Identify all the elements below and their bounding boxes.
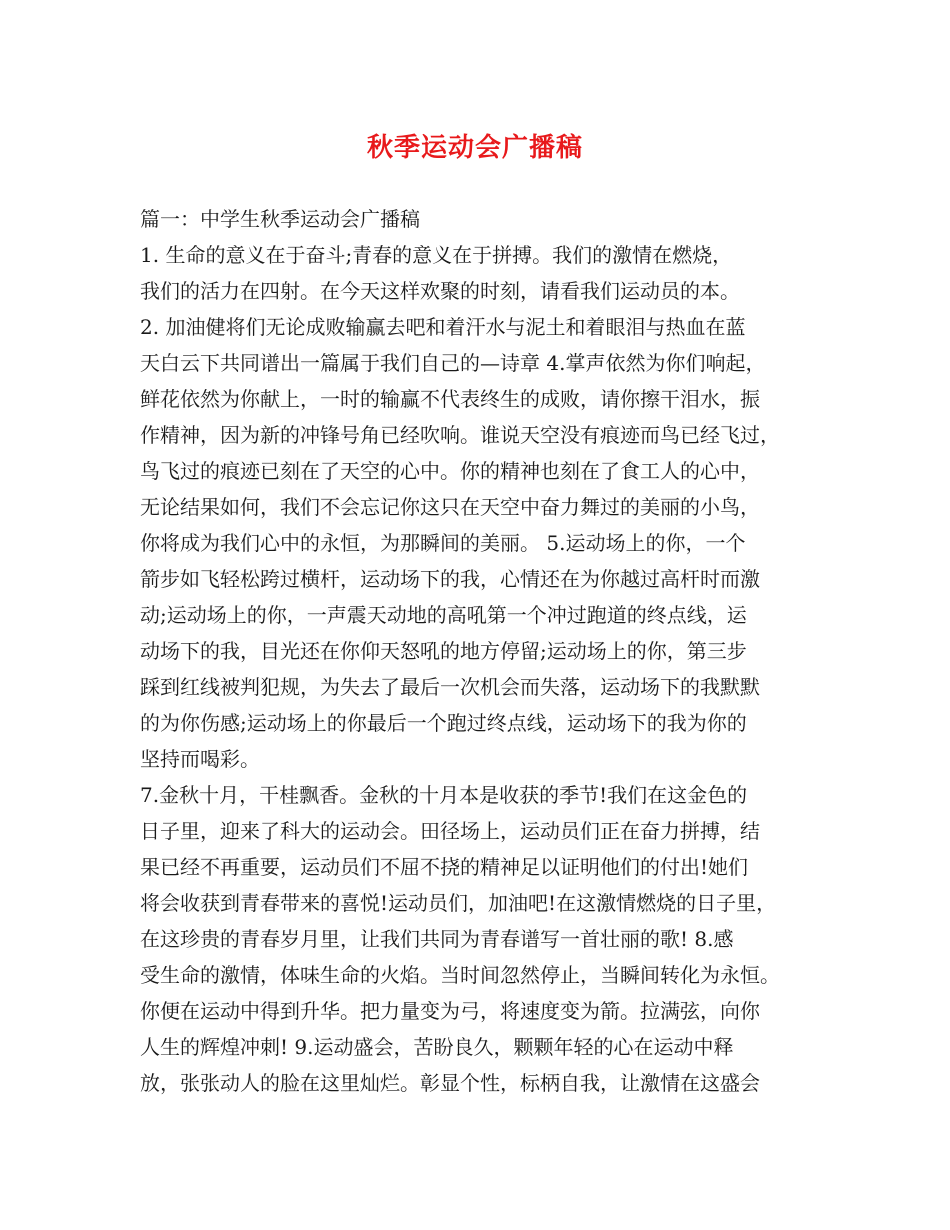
body-line: 7.金秋十月，干桂飘香。金秋的十月本是收获的季节!我们在这金色的	[140, 783, 748, 807]
body-line: 在这珍贵的青春岁月里，让我们共同为青春谱写一首壮丽的歌! 8.感	[140, 927, 734, 951]
body-line: 放，张张动人的脸在这里灿烂。彰显个性，标柄自我，让激情在这盛会	[140, 1071, 760, 1095]
body-line: 你便在运动中得到升华。把力量变为弓，将速度变为箭。拉满弦，向你	[140, 999, 760, 1023]
body-line: 你将成为我们心中的永恒，为那瞬间的美丽。 5.运动场上的你，一个	[140, 531, 746, 555]
body-line: 的为你伤感;运动场上的你最后一个跑过终点线，运动场下的我为你的	[140, 711, 747, 735]
body-line: 1. 生命的意义在于奋斗;青春的意义在于拼搏。我们的激情在燃烧，	[140, 243, 733, 267]
body-line: 鸟飞过的痕迹已刻在了天空的心中。你的精神也刻在了食工人的心中，	[140, 459, 760, 483]
body-line: 天白云下共同谱出一篇属于我们自己的—诗章 4.掌声依然为你们响起，	[140, 351, 766, 375]
body-line: 受生命的激情，体味生命的火焰。当时间忽然停止，当瞬间转化为永恒。	[140, 963, 780, 987]
body-line: 日子里，迎来了科大的运动会。田径场上，运动员们正在奋力拼搏，结	[140, 819, 760, 843]
body-line: 将会收获到青春带来的喜悦!运动员们，加油吧!在这激情燃烧的日子里，	[140, 891, 777, 915]
body-line: 鲜花依然为你献上，一时的输赢不代表终生的成败，请你擦干泪水，振	[140, 387, 760, 411]
body-line: 动;运动场上的你，一声震天动地的高吼第一个冲过跑道的终点线，运	[140, 603, 747, 627]
body-line: 作精神，因为新的冲锋号角已经吹响。谁说天空没有痕迹而鸟已经飞过，	[140, 423, 780, 447]
body-line: 2. 加油健将们无论成败输赢去吧和着汗水与泥土和着眼泪与热血在蓝	[140, 315, 746, 339]
body-line: 我们的活力在四射。在今天这样欢聚的时刻，请看我们运动员的本。	[140, 279, 740, 303]
section-heading: 篇一：中学生秋季运动会广播稿	[140, 207, 420, 231]
body-line: 无论结果如何，我们不会忘记你这只在天空中奋力舞过的美丽的小鸟，	[140, 495, 760, 519]
document-title: 秋季运动会广播稿	[366, 133, 583, 163]
body-line: 踩到红线被判犯规，为失去了最后一次机会而失落，运动场下的我默默	[140, 675, 760, 699]
body-line: 人生的辉煌冲刺! 9.运动盛会，苦盼良久，颗颗年轻的心在运动中释	[140, 1035, 734, 1059]
body-line: 果已经不再重要，运动员们不屈不挠的精神足以证明他们的付出!她们	[140, 855, 749, 879]
body-line: 动场下的我，目光还在你仰天怒吼的地方停留;运动场上的你，第三步	[140, 639, 747, 663]
body-line: 箭步如飞轻松跨过横杆，运动场下的我，心情还在为你越过高杆时而激	[140, 567, 760, 591]
body-line: 坚持而喝彩。	[140, 747, 260, 771]
